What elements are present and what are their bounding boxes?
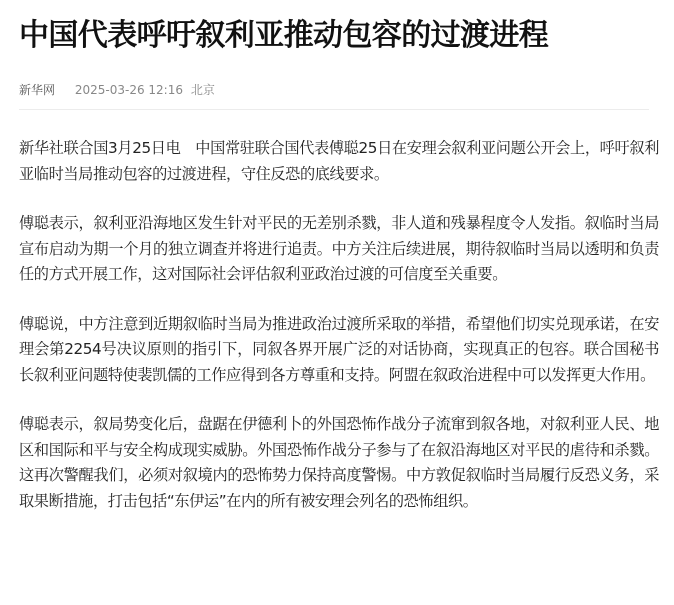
source-link[interactable]: 新华网 bbox=[19, 83, 56, 97]
article-meta bbox=[19, 80, 649, 104]
publish-location: 北京 bbox=[190, 83, 215, 97]
meta-divider bbox=[19, 109, 649, 110]
paragraph-1: 新华社联合国3月25日电 中国常驻联合国代表傅聪25日在安理会叙利亚问题公开会上，呼吁叙利亚临时当局推动包容的过渡进程，守住反恐的底线要求。 bbox=[19, 139, 659, 183]
publish-datetime: 2025-03-26 12:16 bbox=[74, 83, 183, 97]
paragraph-4: 傅聪表示，叙局势变化后，盘踞在伊德利卜的外国恐怖作战分子流窜到叙各地，对叙利亚人民、地区和国际和平与安全构成现实威胁。外国恐怖作战分子参与了在叙沿海地区对平民的虐待和杀戮。这再次警醒我们，必须对叙境内的恐怖势力保持高度警惕。中方敦促叙临时当局履行反恐义务，采取果断措施，打击包括“东伊运”在内的所有被安理会列名的恐怖组织。 bbox=[19, 415, 659, 510]
article-body bbox=[19, 136, 659, 538]
paragraph-2: 傅聪表示，叙利亚沿海地区发生针对平民的无差别杀戮，非人道和残暴程度令人发指。叙临时当局宣布启动为期一个月的独立调查并将进行追责。中方关注后续进展，期待叙临时当局以透明和负责任的方式开展工作，这对国际社会评估叙利亚政治过渡的可信度至关重要。 bbox=[19, 214, 659, 283]
paragraph-3: 傅聪说，中方注意到近期叙临时当局为推进政治过渡所采取的举措，希望他们切实兑现承诺，在安理会第2254号决议原则的指引下，同叙各界开展广泛的对话协商，实现真正的包容。联合国秘书长叙利亚问题特使裴凯儒的工作应得到各方尊重和支持。阿盟在叙政治进程中可以发挥更大作用。 bbox=[19, 314, 659, 384]
article-title: 中国代表呼吁叙利亚推动包容的过渡进程 bbox=[19, 18, 549, 53]
